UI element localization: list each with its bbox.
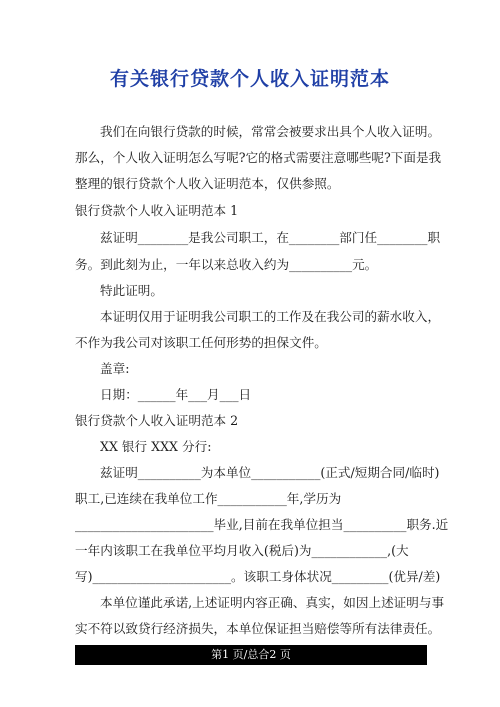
template1-line-1: 兹证明________是我公司职工，在________部门任________职 xyxy=(100,230,441,245)
template2-addressee: XX 银行 XXX 分行: xyxy=(100,439,212,454)
page-footer: 第1 页/总合2 页 xyxy=(75,645,427,665)
template1-line-2: 务。到此刻为止，一年以来总收入约为__________元。 xyxy=(75,257,378,272)
template2-line-4: 一年内该职工在我单位平均月收入(税后)为____________,(大 xyxy=(75,543,409,558)
template1-date: 日期：______年___月___日 xyxy=(100,387,252,402)
template1-line-4: 本证明仅用于证明我公司职工的工作及在我公司的薪水收入， xyxy=(100,309,441,324)
intro-line-1: 我们在向银行贷款的时候，常常会被要求出具个人收入证明。 xyxy=(100,124,441,139)
intro-line-2: 那么，个人收入证明怎么写呢?它的格式需要注意哪些呢?下面是我 xyxy=(75,150,442,165)
template2-line-7: 实不符以致贷行经济损失，本单位保证担当赔偿等所有法律责任。 xyxy=(75,621,441,636)
template2-line-3: ______________________毕业,目前在我单位担当__________职务.近 xyxy=(75,517,449,532)
template2-line-5: 写)______________________。该职工身体状况_________(优异/差) xyxy=(75,569,441,584)
document-title: 有关银行贷款个人收入证明范本 xyxy=(109,68,390,90)
template2-line-1: 兹证明__________为本单位___________(正式/短期合同/临时) xyxy=(100,465,440,480)
template1-seal: 盖章: xyxy=(100,361,130,376)
section-heading-2: 银行贷款个人收入证明范本 2 xyxy=(75,413,239,428)
intro-line-3: 整理的银行贷款个人收入证明范本，仅供参照。 xyxy=(75,176,340,191)
template1-line-3: 特此证明。 xyxy=(100,283,163,298)
template1-line-5: 不作为我公司对该职工任何形势的担保文件。 xyxy=(75,335,327,350)
template2-line-6: 本单位谨此承诺,上述证明内容正确、真实，如因上述证明与事 xyxy=(100,595,445,610)
template2-line-2: 职工,已连续在我单位工作___________年,学历为 xyxy=(75,491,342,506)
section-heading-1: 银行贷款个人收入证明范本 1 xyxy=(75,203,239,218)
